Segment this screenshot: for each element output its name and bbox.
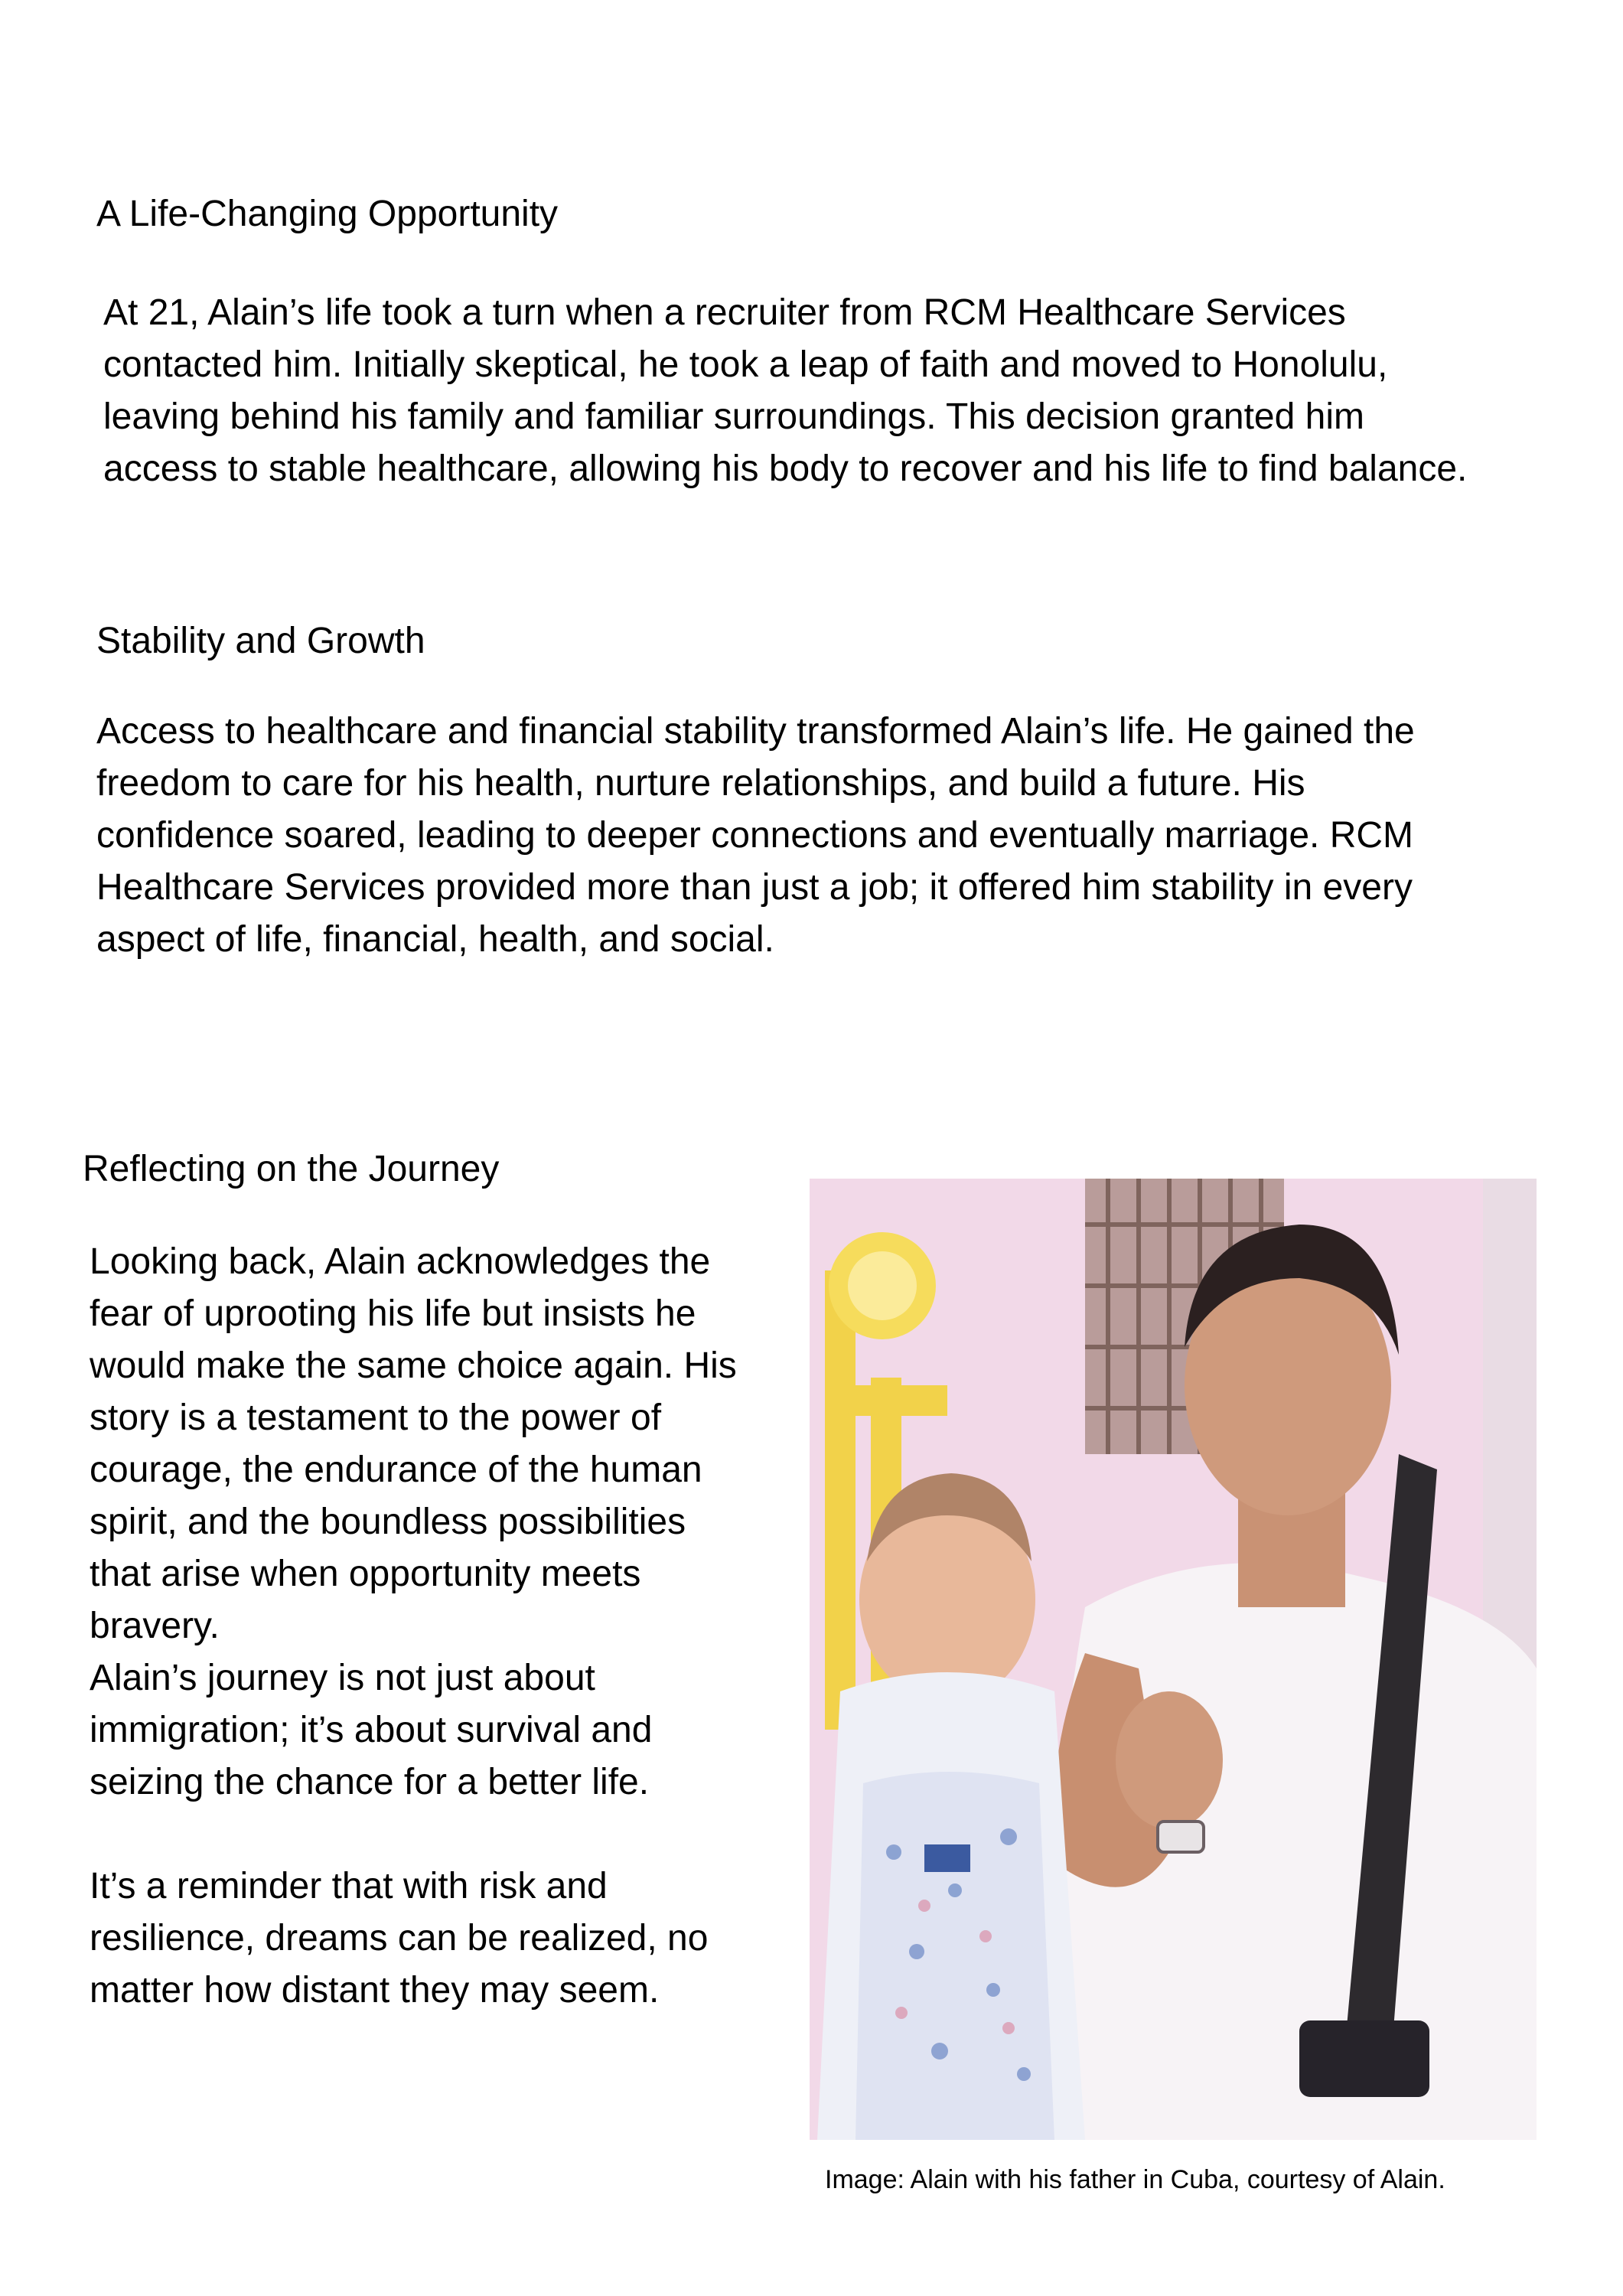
- photo-caption: Image: Alain with his father in Cuba, courtesy of Alain.: [825, 2165, 1445, 2194]
- paragraph-line: matter how distant they may seem.: [90, 1970, 660, 2011]
- paragraph-line: Access to healthcare and financial stability transformed Alain’s life. He gained the: [96, 711, 1415, 752]
- paragraph-line: seizing the chance for a better life.: [90, 1762, 650, 1802]
- paragraph-line: resilience, dreams can be realized, no: [90, 1918, 709, 1958]
- paragraph-line: contacted him. Initially skeptical, he took a leap of faith and moved to Honolulu,: [103, 344, 1388, 385]
- paragraph-line: immigration; it’s about survival and: [90, 1710, 653, 1750]
- paragraph-line: Alain’s journey is not just about: [90, 1658, 595, 1698]
- paragraph-line: freedom to care for his health, nurture relationships, and build a future. His: [96, 763, 1305, 804]
- section-heading-stability: Stability and Growth: [96, 621, 425, 661]
- paragraph-line: would make the same choice again. His: [90, 1345, 737, 1386]
- paragraph-line: leaving behind his family and familiar surroundings. This decision granted him: [103, 396, 1364, 437]
- paragraph-line: confidence soared, leading to deeper connections and eventually marriage. RCM: [96, 815, 1414, 856]
- paragraph-line: aspect of life, financial, health, and social.: [96, 919, 774, 960]
- paragraph-reflecting: [90, 1236, 737, 2017]
- paragraph-line: access to stable healthcare, allowing his body to recover and his life to find balance.: [103, 448, 1468, 489]
- paragraph-break: [90, 1808, 737, 1861]
- paragraph-line: that arise when opportunity meets: [90, 1554, 641, 1594]
- paragraph-line: Healthcare Services provided more than just a job; it offered him stability in every: [96, 867, 1413, 908]
- paragraph-line: At 21, Alain’s life took a turn when a recruiter from RCM Healthcare Services: [103, 292, 1346, 333]
- paragraph-line: Looking back, Alain acknowledges the: [90, 1241, 711, 1282]
- paragraph-stability: [96, 706, 1415, 966]
- photo-illustration: [810, 1179, 1537, 2140]
- paragraph-line: fear of uprooting his life but insists he: [90, 1293, 696, 1334]
- paragraph-line: spirit, and the boundless possibilities: [90, 1502, 686, 1542]
- paragraph-line: story is a testament to the power of: [90, 1397, 662, 1438]
- family-photo: [810, 1179, 1537, 2140]
- paragraph-line: courage, the endurance of the human: [90, 1450, 702, 1490]
- section-heading-opportunity: A Life-Changing Opportunity: [96, 194, 559, 234]
- section-heading-reflecting: Reflecting on the Journey: [83, 1149, 500, 1189]
- paragraph-opportunity: [103, 287, 1467, 495]
- paragraph-line: It’s a reminder that with risk and: [90, 1866, 608, 1906]
- paragraph-line: bravery.: [90, 1606, 220, 1646]
